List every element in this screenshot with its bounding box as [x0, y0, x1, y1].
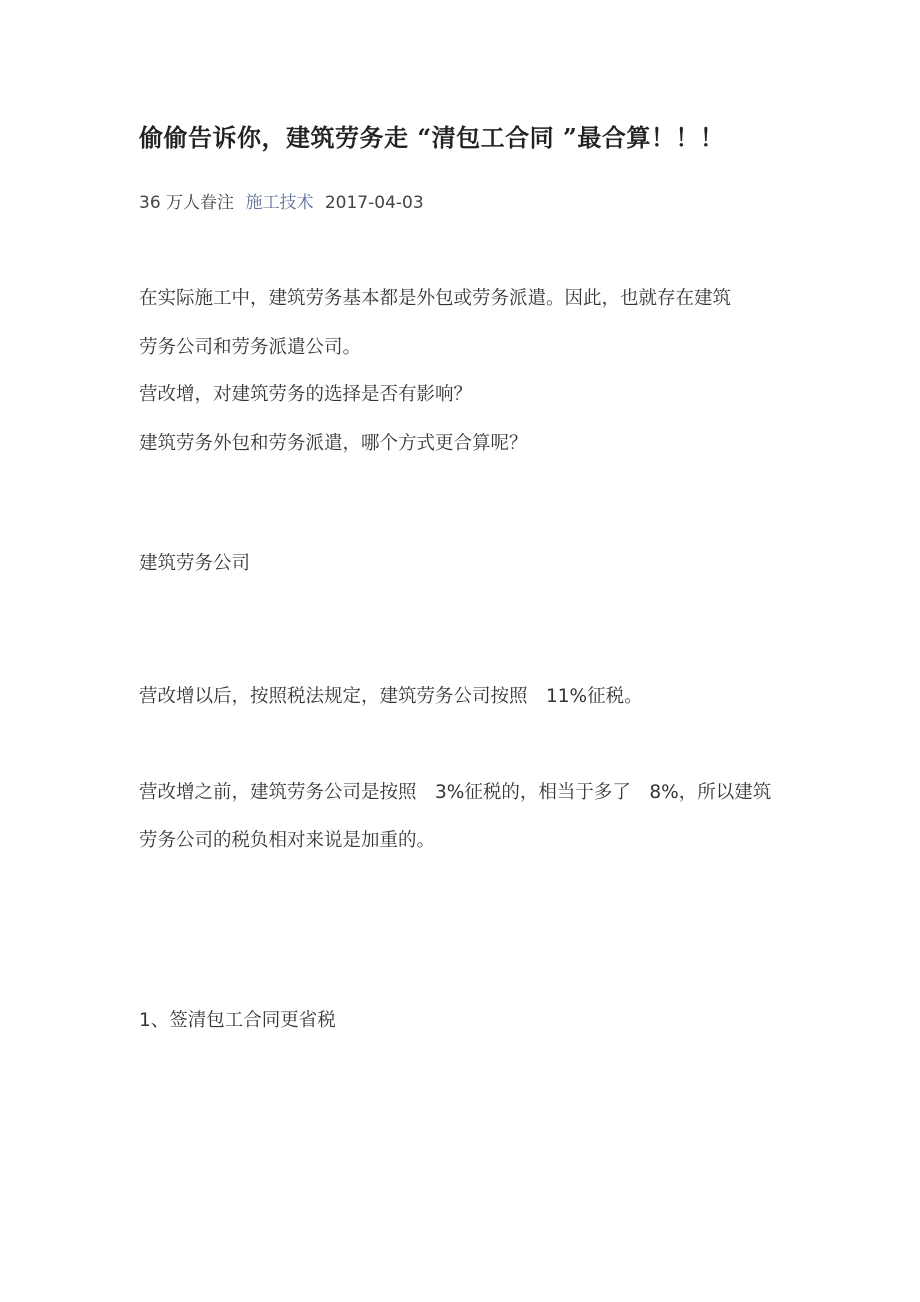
- paragraph-before-reform-line-1: 营改增之前，建筑劳务公司是按照 3%征税的，相当于多了 8%，所以建筑: [139, 782, 772, 803]
- publish-date: 2017-04-03: [324, 193, 424, 213]
- article-meta: [139, 188, 430, 213]
- subheading-1: 1、签清包工合同更省税: [139, 1010, 336, 1031]
- paragraph-after-reform: 营改增以后，按照税法规定，建筑劳务公司按照 11%征税。: [139, 686, 643, 707]
- section-heading: 建筑劳务公司: [139, 553, 251, 574]
- paragraph-intro-line-1: 在实际施工中，建筑劳务基本都是外包或劳务派遣。因此，也就存在建筑: [139, 288, 732, 309]
- paragraph-question-1: 营改增，对建筑劳务的选择是否有影响？: [139, 384, 473, 405]
- paragraph-before-reform-line-2: 劳务公司的税负相对来说是加重的。: [139, 830, 436, 851]
- paragraph-intro-line-2: 劳务公司和劳务派遣公司。: [139, 337, 362, 358]
- category-link[interactable]: 施工技术: [245, 193, 314, 213]
- article-title: 偷偷告诉你，建筑劳务走 “清包工合同 ”最合算！！！: [139, 123, 725, 152]
- follower-count: 36 万人眷注: [139, 193, 235, 213]
- paragraph-question-2: 建筑劳务外包和劳务派遣，哪个方式更合算呢？: [139, 433, 528, 454]
